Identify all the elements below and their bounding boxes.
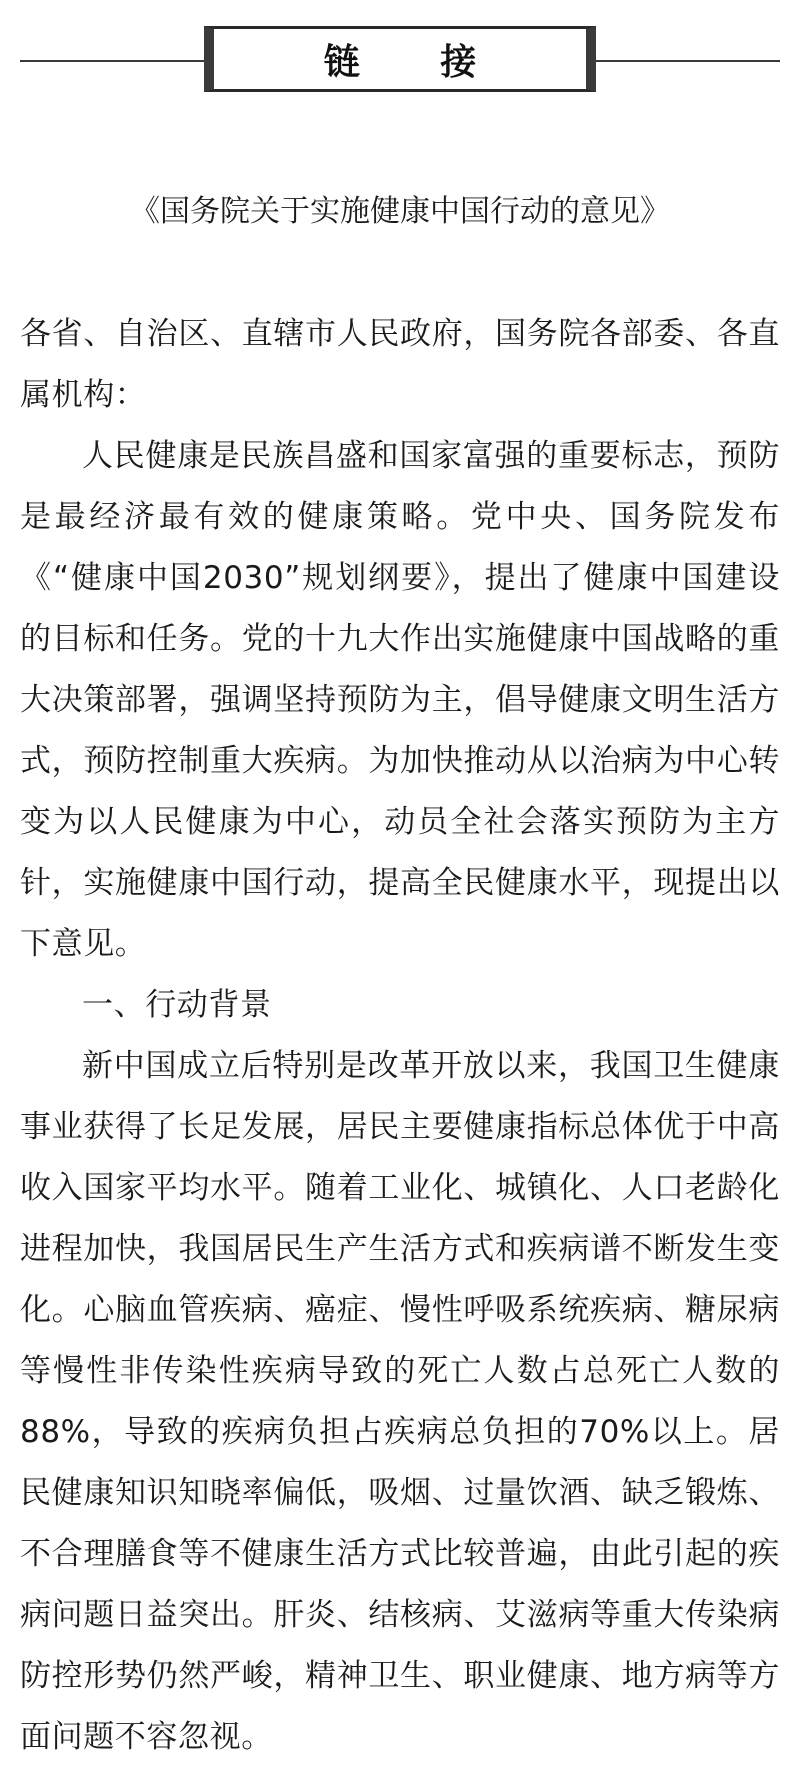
paragraph-intro: 人民健康是民族昌盛和国家富强的重要标志，预防是最经济最有效的健康策略。党中央、国务院发布《“健康中国2030”规划纲要》，提出了健康中国建设的目标和任务。党的十九大作出实施健康中国战略的重大决策部署，强调坚持预防为主，倡导健康文明生活方式，预防控制重大疾病。为加快推动从以治病为中心转变为以人民健康为中心，动员全社会落实预防为主方针，实施健康中国行动，提高全民健康水平，现提出以下意见。 <box>20 438 780 962</box>
paragraph-background: 新中国成立后特别是改革开放以来，我国卫生健康事业获得了长足发展，居民主要健康指标总体优于中高收入国家平均水平。随着工业化、城镇化、人口老龄化进程加快，我国居民生产生活方式和疾病谱不断发生变化。心脑血管疾病、癌症、慢性呼吸系统疾病、糖尿病等慢性非传染性疾病导致的死亡人数占总死亡人数的88%，导致的疾病负担占疾病总负担的70%以上。居民健康知识知晓率偏低，吸烟、过量饮酒、缺乏锻炼、不合理膳食等不健康生活方式比较普遍，由此引起的疾病问题日益突出。肝炎、结核病、艾滋病等重大传染病防控形势仍然严峻，精神卫生、职业健康、地方病等方面问题不容忽视。 <box>20 1048 780 1755</box>
document-title: 《国务院关于实施健康中国行动的意见》 <box>130 194 670 229</box>
header-title-box <box>204 26 596 92</box>
salutation: 各省、自治区、直辖市人民政府，国务院各部委、各直属机构： <box>20 316 780 413</box>
header-title: 链 接 <box>323 41 511 83</box>
section-heading-background: 一、行动背景 <box>82 987 272 1023</box>
header-divider-right <box>596 60 780 62</box>
header-divider-left <box>20 60 204 62</box>
section-header <box>20 26 780 98</box>
document-body <box>20 304 780 1768</box>
